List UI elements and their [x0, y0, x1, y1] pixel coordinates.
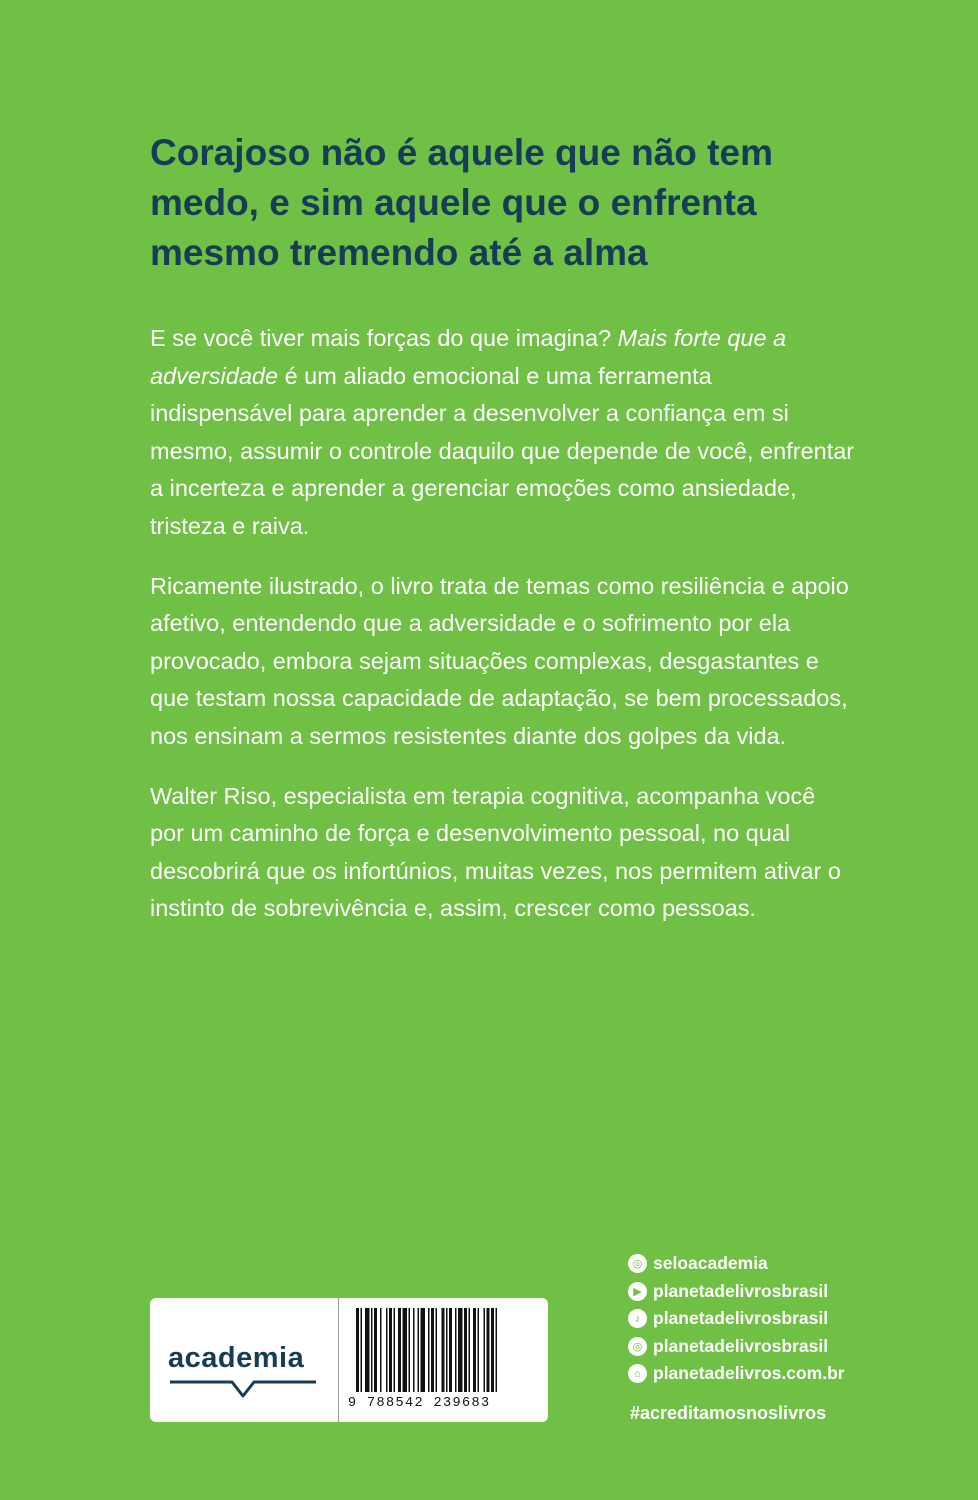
social-links [628, 1250, 928, 1388]
synopsis-paragraph-1 [150, 320, 855, 546]
publisher-logo-text: academia [168, 1342, 305, 1374]
synopsis-p1-rest: é um aliado emocional e uma ferramenta indispensável para aprender a desenvolver a confiança em si mesmo, assumir o controle daquilo que depende de você, enfrentar a incerteza e aprender a gerenciar emoções como ansiedade, tristeza e raiva. [150, 362, 855, 539]
headline-quote: Corajoso não é aquele que não tem medo, e sim aquele que o enfrenta mesmo tremendo até a alma [150, 132, 773, 273]
social-handle: planetadelivrosbrasil [653, 1280, 829, 1301]
social-row-instagram-selo[interactable] [628, 1250, 928, 1278]
label-divider [338, 1298, 339, 1422]
hashtag: #acreditamosnoslivros [630, 1403, 827, 1423]
synopsis-paragraph-3: Walter Riso, especialista em terapia cognitiva, acompanha você por um caminho de força e desenvolvimento pessoal, no qual descobrirá que os infortúnios, muitas vezes, nos permitem ativar o instinto de sobrevivência e, assim, crescer como pessoas. [150, 782, 841, 922]
open-book-icon [168, 1378, 318, 1400]
social-handle: planetadelivrosbrasil [653, 1308, 829, 1329]
instagram-icon: ◎ [628, 1337, 647, 1356]
publisher-logo [150, 1298, 338, 1422]
home-icon: ⌂ [628, 1364, 647, 1383]
social-row-website[interactable] [628, 1360, 928, 1388]
book-title-italic: Mais forte que a adversidade [150, 325, 787, 389]
youtube-icon: ▶ [628, 1282, 647, 1301]
social-row-youtube[interactable] [628, 1278, 928, 1306]
social-handle: planetadelivros.com.br [653, 1363, 845, 1384]
social-handle: seloacademia [653, 1253, 768, 1274]
isbn-barcode [348, 1306, 540, 1416]
social-row-tiktok[interactable] [628, 1305, 928, 1333]
tiktok-icon: ♪ [628, 1309, 647, 1328]
social-handle: planetadelivrosbrasil [653, 1335, 829, 1356]
synopsis-paragraph-2: Ricamente ilustrado, o livro trata de temas como resiliência e apoio afetivo, entendendo que a adversidade e o sofrimento por ela provocado, embora sejam situações complexas, desgastantes e que testam nossa capacidade de adaptação, se bem processados, nos ensinam a sermos resistentes diante dos golpes da vida. [150, 572, 849, 749]
synopsis-p1-intro: E se você tiver mais forças do que imagina? [150, 325, 618, 351]
synopsis [150, 320, 855, 950]
instagram-icon: ◎ [628, 1254, 647, 1273]
social-row-instagram-planeta[interactable] [628, 1333, 928, 1361]
isbn-digits: 9 788542 239683 [348, 1396, 491, 1411]
barcode-icon [348, 1306, 540, 1396]
barcode-label [150, 1298, 548, 1422]
